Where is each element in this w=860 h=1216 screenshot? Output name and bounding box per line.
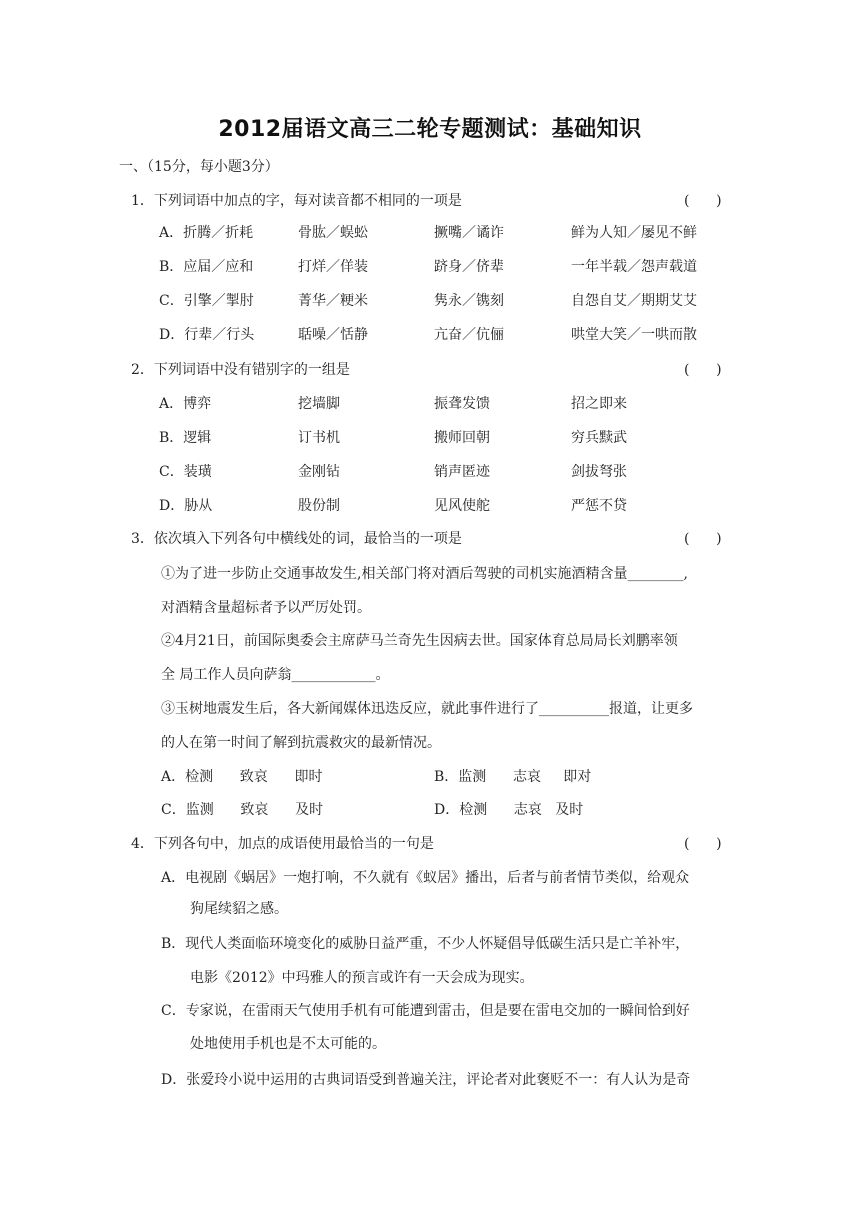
q4-stem: 4．下列各句中，加点的成语使用最恰当的一句是 [131,836,434,852]
q3-option-a: A．检测 致哀 即时 [161,769,323,785]
q3-sentence-1: ①为了进一步防止交通事故发生,相关部门将对酒后驾驶的司机实施酒精含量________, [161,566,688,582]
section-heading: 一、（15分，每小题3分） [119,159,279,175]
q2-answer-blank[interactable]: ( ) [684,362,722,378]
q4-option-c: C．专家说，在雷雨天气使用手机有可能遭到雷击，但是要在雷电交加的一瞬间恰到好 [161,1003,690,1019]
q3-stem: 3．依次填入下列各句中横线处的词，最恰当的一项是 [131,531,462,547]
q4-option-b-cont: 电影《2012》中玛雅人的预言或许有一天会成为现实。 [190,970,534,986]
page-title: 2012届语文高三二轮专题测试：基础知识 [218,117,642,142]
q1-answer-blank[interactable]: ( ) [684,193,722,209]
q3-option-c: C．监测 致哀 及时 [161,802,324,818]
q4-option-b: B．现代人类面临环境变化的威胁日益严重，不少人怀疑倡导低碳生活只是亡羊补牢， [161,936,690,952]
q4-option-c-cont: 处地使用手机也是不太可能的。 [190,1036,386,1052]
q3-sentence-2-cont: 全 局工作人员向萨翁____________。 [161,667,390,683]
q4-option-d: D．张爱玲小说中运用的古典词语受到普遍关注，评论者对此褒贬不一：有人认为是奇 [161,1072,691,1088]
q3-sentence-1-cont: 对酒精含量超标者予以严厉处罚。 [161,600,371,616]
q4-option-a: A．电视剧《蜗居》一炮打响，不久就有《蚁居》播出，后者与前者情节类似，给观众 [161,870,690,886]
q3-option-d: D．检测 志哀 及时 [434,802,584,818]
q2-stem: 2．下列词语中没有错别字的一组是 [131,362,350,378]
q4-option-a-cont: 狗尾续貂之感。 [190,901,288,917]
q3-answer-blank[interactable]: ( ) [684,531,722,547]
q1-stem: 1．下列词语中加点的字，每对读音都不相同的一项是 [131,193,462,209]
q3-option-b: B．监测 志哀 即对 [434,769,592,785]
q4-answer-blank[interactable]: ( ) [684,836,722,852]
q3-sentence-3-cont: 的人在第一时间了解到抗震救灾的最新情况。 [161,735,441,751]
q3-sentence-2: ②4月21日，前国际奥委会主席萨马兰奇先生因病去世。国家体育总局局长刘鹏率领 [161,633,678,649]
q3-sentence-3: ③玉树地震发生后，各大新闻媒体迅迭反应，就此事件进行了__________报道，让更多 [161,701,693,717]
